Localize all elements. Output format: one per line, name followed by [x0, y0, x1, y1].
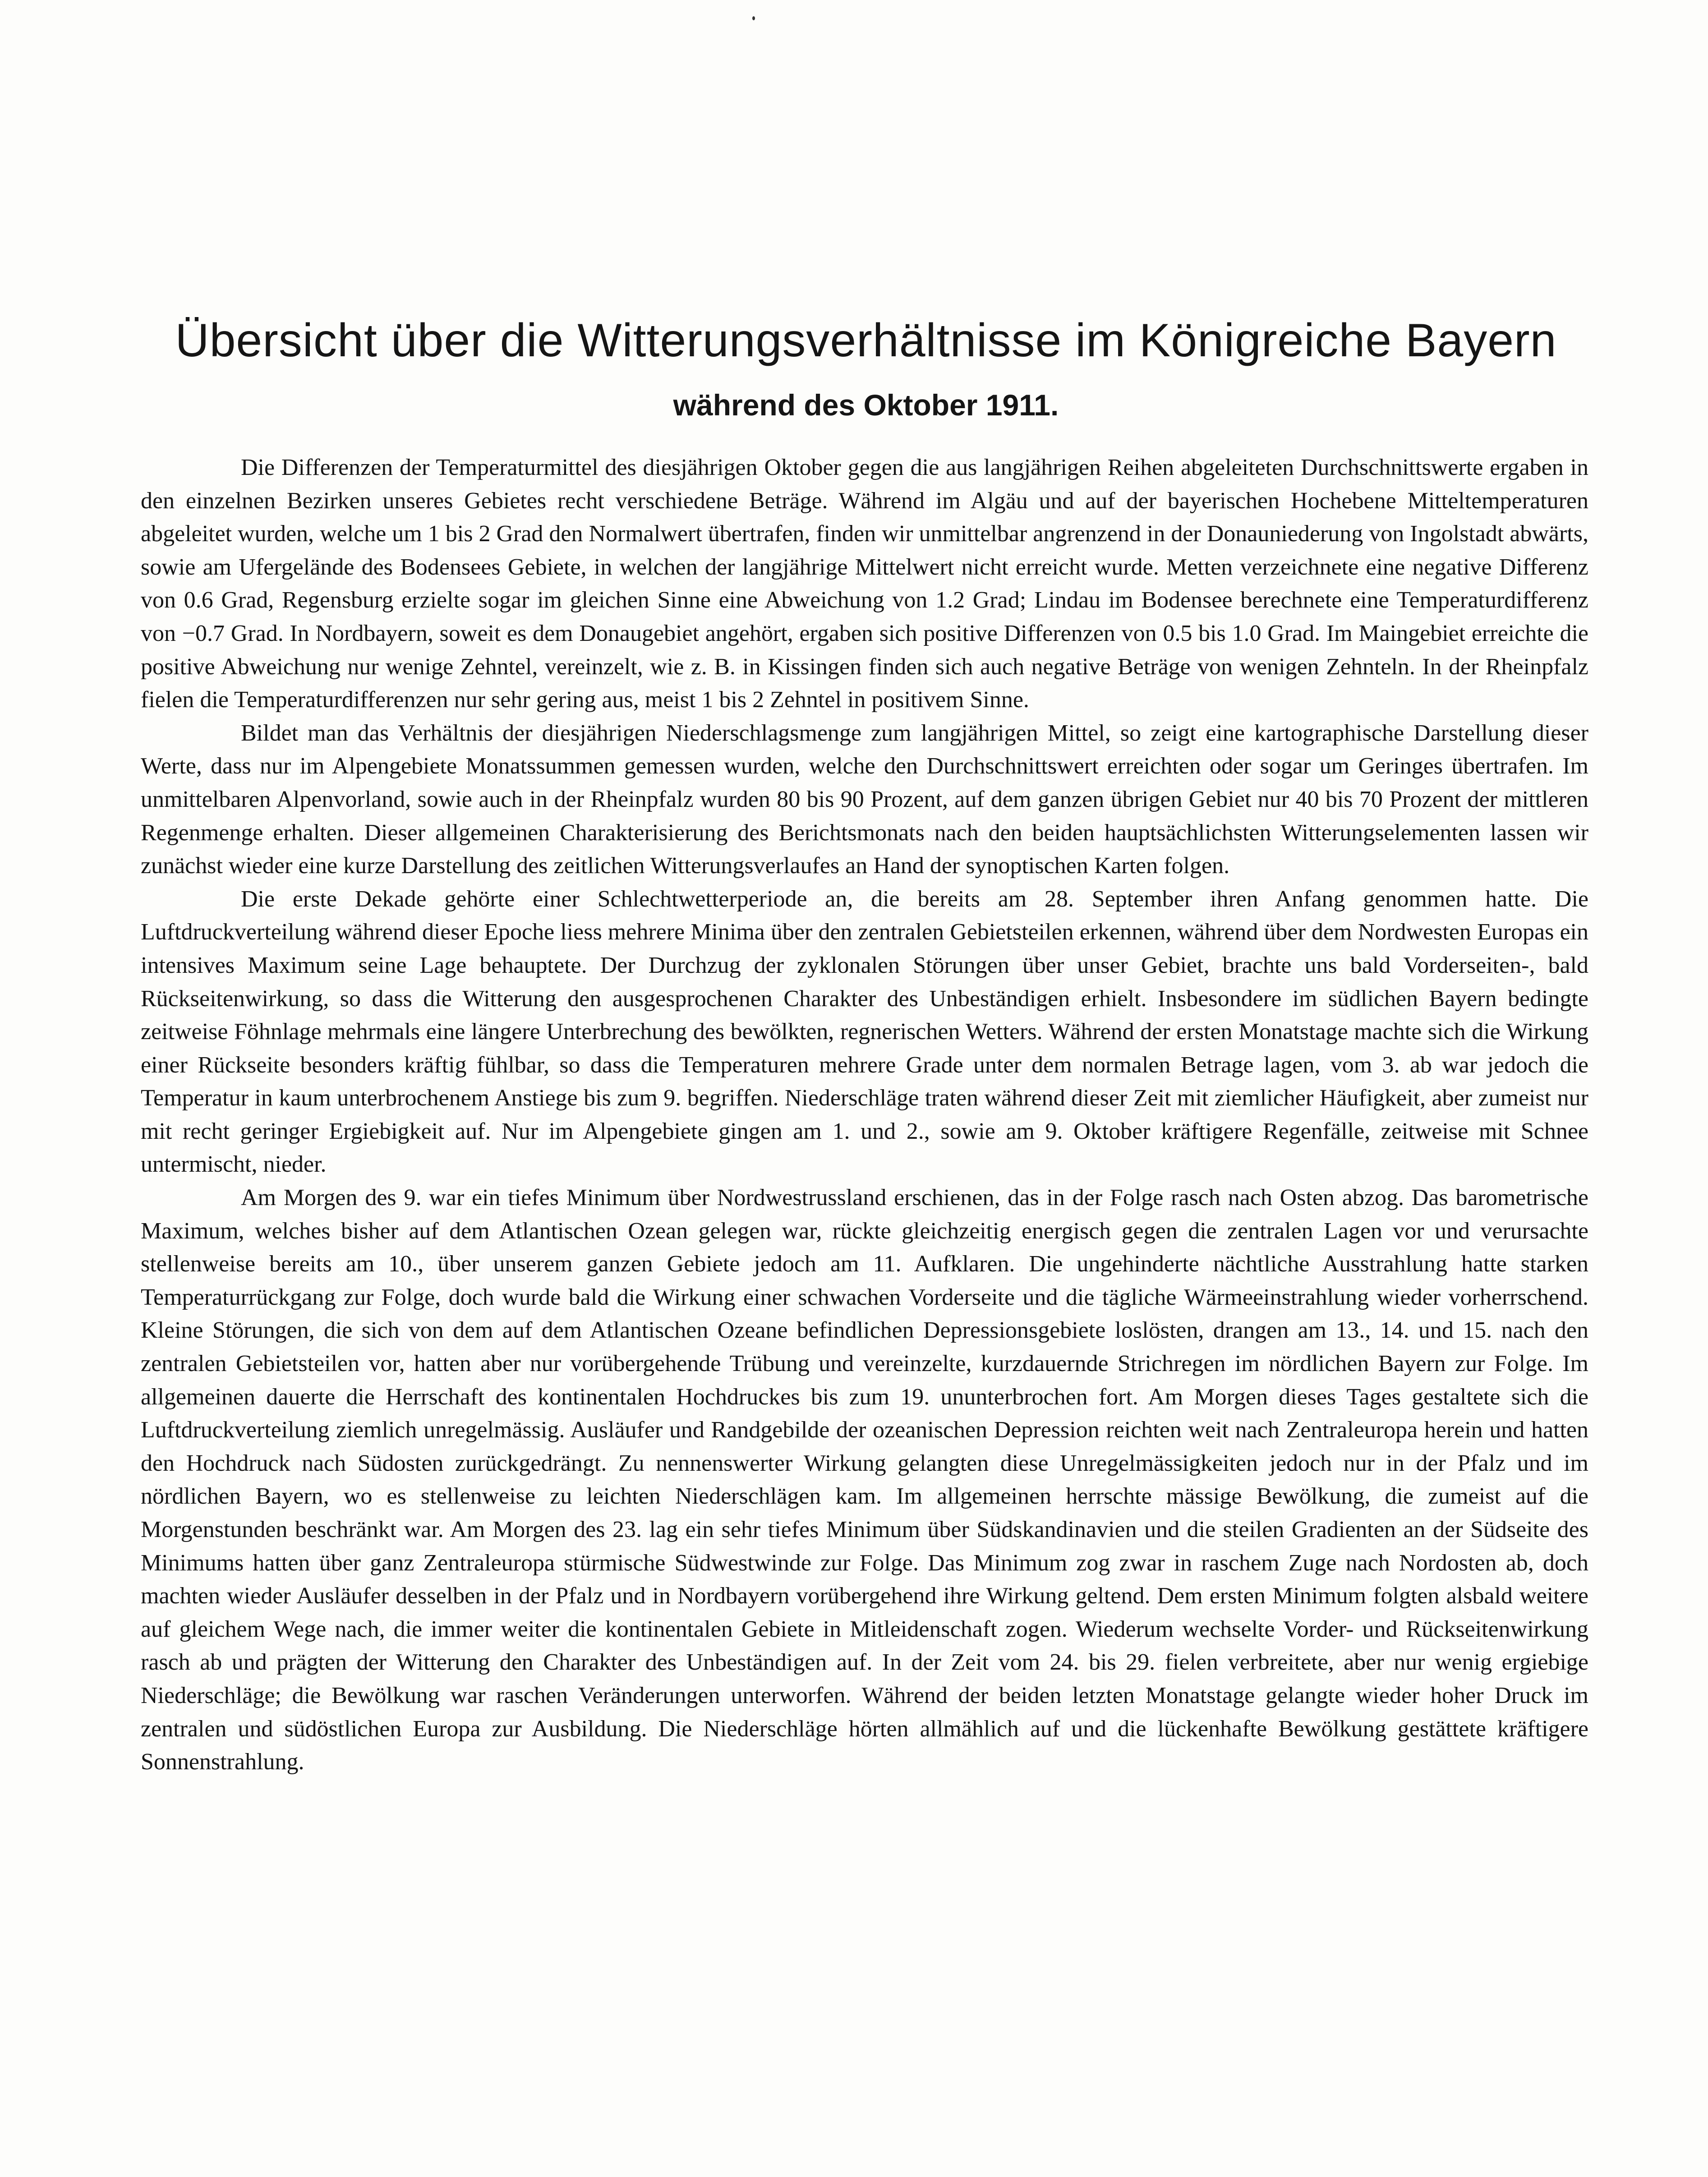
document-body: [141, 451, 1588, 1779]
document-subtitle: während des Oktober 1911.: [673, 388, 1059, 422]
paragraph-precipitation: Bildet man das Verhältnis der diesjährigen Niederschlagsmenge zum langjährigen Mittel, so zeigt eine kartographische Darstellung dieser Werte, dass nur im Alpengebiete Monatssummen gemessen wurden, welche den Durchschnittswert erreichten oder sogar um Geringes übertrafen. Im unmittelbaren Alpenvorland, sowie auch in der Rheinpfalz wurden 80 bis 90 Prozent, auf dem ganzen übrigen Gebiet nur 40 bis 70 Prozent der mittleren Regenmenge erhalten. Dieser allgemeinen Charakterisierung des Berichtsmonats nach den beiden hauptsächlichsten Witterungselementen lassen wir zunächst wieder eine kurze Darstellung des zeitlichen Witterungsverlaufes an Hand der synoptischen Karten folgen.: [141, 720, 1588, 879]
paragraph-first-decade: Die erste Dekade gehörte einer Schlechtwetterperiode an, die bereits am 28. September ihren Anfang genommen hatte. Die Luftdruckverteilung während dieser Epoche liess mehrere Minima über den zentralen Gebietsteilen erkennen, während über dem Nordwesten Europas ein intensives Maximum seine Lage behauptete. Der Durchzug der zyklonalen Störungen über unser Gebiet, brachte uns bald Vorderseiten-, bald Rückseitenwirkung, so dass die Witterung den ausgesprochenen Charakter des Unbeständigen erhielt. Insbesondere im südlichen Bayern bedingte zeitweise Föhnlage mehrmals eine längere Unterbrechung des bewölkten, regnerischen Wetters. Während der ersten Monatstage machte sich die Wirkung einer Rückseite besonders kräftig fühlbar, so dass die Temperaturen mehrere Grade unter dem normalen Betrage lagen, vom 3. ab war jedoch die Temperatur in kaum unterbrochenem Anstiege bis zum 9. begriffen. Niederschläge traten während dieser Zeit mit ziemlicher Häufigkeit, aber zumeist nur mit recht geringer Ergiebigkeit auf. Nur im Alpengebiete gingen am 1. und 2., sowie am 9. Oktober kräftigere Regenfälle, zeitweise mit Schnee untermischt, nieder.: [141, 886, 1588, 1178]
document-title: Übersicht über die Witterungsverhältnisse im Königreiche Bayern: [175, 314, 1557, 367]
scan-speck: [752, 16, 755, 20]
paragraph-temperature: Die Differenzen der Temperaturmittel des diesjährigen Oktober gegen die aus langjährigen Reihen abgeleiteten Durchschnittswerte ergaben in den einzelnen Bezirken unseres Gebietes recht verschiedene Beträge. Während im Algäu und auf der bayerischen Hochebene Mitteltemperaturen abgeleitet wurden, welche um 1 bis 2 Grad den Normalwert übertrafen, finden wir unmittelbar angrenzend in der Donauniederung von Ingolstadt abwärts, sowie am Ufergelände des Bodensees Gebiete, in welchen der langjährige Mittelwert nicht erreicht wurde. Metten verzeichnete eine negative Differenz von 0.6 Grad, Regensburg erzielte sogar im gleichen Sinne eine Abweichung von 1.2 Grad; Lindau im Bodensee berechnete eine Temperaturdifferenz von −0.7 Grad. In Nordbayern, soweit es dem Donaugebiet angehört, ergaben sich positive Differenzen von 0.5 bis 1.0 Grad. Im Maingebiet erreichte die positive Abweichung nur wenige Zehntel, vereinzelt, wie z. B. in Kissingen finden sich auch negative Beträge von wenigen Zehnteln. In der Rheinpfalz fielen die Temperaturdifferenzen nur sehr gering aus, meist 1 bis 2 Zehntel in positivem Sinne.: [141, 455, 1588, 713]
paragraph-weather-course: Am Morgen des 9. war ein tiefes Minimum über Nordwestrussland erschienen, das in der Folge rasch nach Osten abzog. Das barometrische Maximum, welches bisher auf dem Atlantischen Ozean gelegen war, rückte gleichzeitig energisch gegen die zentralen Lagen vor und verursachte stellenweise bereits am 10., über unserem ganzen Gebiete jedoch am 11. Aufklaren. Die ungehinderte nächtliche Ausstrahlung hatte starken Temperaturrückgang zur Folge, doch wurde bald die Wirkung einer schwachen Vorderseite und die tägliche Wärmeeinstrahlung wieder vorherrschend. Kleine Störungen, die sich von dem auf dem Atlantischen Ozeane befindlichen Depressionsgebiete loslösten, drangen am 13., 14. und 15. nach den zentralen Gebietsteilen vor, hatten aber nur vorübergehende Trübung und vereinzelte, kurzdauernde Strichregen im nördlichen Bayern zur Folge. Im allgemeinen dauerte die Herrschaft des kontinentalen Hochdruckes bis zum 19. ununterbrochen fort. Am Morgen dieses Tages gestaltete sich die Luftdruckverteilung ziemlich unregelmässig. Ausläufer und Randgebilde der ozeanischen Depression reichten weit nach Zentraleuropa herein und hatten den Hochdruck nach Südosten zurückgedrängt. Zu nennenswerter Wirkung gelangten diese Unregelmässigkeiten jedoch nur in der Pfalz und im nördlichen Bayern, wo es stellenweise zu leichten Niederschlägen kam. Im allgemeinen herrschte mässige Bewölkung, die zumeist auf die Morgenstunden beschränkt war. Am Morgen des 23. lag ein sehr tiefes Minimum über Südskandinavien und die steilen Gradienten an der Südseite des Minimums hatten über ganz Zentraleuropa stürmische Südwestwinde zur Folge. Das Minimum zog zwar in raschem Zuge nach Nordosten ab, doch machten wieder Ausläufer desselben in der Pfalz und in Nordbayern vorübergehend ihre Wirkung geltend. Dem ersten Minimum folgten alsbald weitere auf gleichem Wege nach, die immer weiter die kontinentalen Gebiete in Mitleidenschaft zogen. Wiederum wechselte Vorder- und Rückseitenwirkung rasch ab und prägten der Witterung den Charakter des Unbeständigen auf. In der Zeit vom 24. bis 29. fielen verbreitete, aber nur wenig ergiebige Niederschläge; die Bewölkung war raschen Veränderungen unterworfen. Während der beiden letzten Monatstage gelangte wieder hoher Druck im zentralen und südöstlichen Europa zur Ausbildung. Die Niederschläge hörten allmählich auf und die lückenhafte Bewölkung gestättete kräftigere Sonnenstrahlung.: [141, 1185, 1588, 1775]
